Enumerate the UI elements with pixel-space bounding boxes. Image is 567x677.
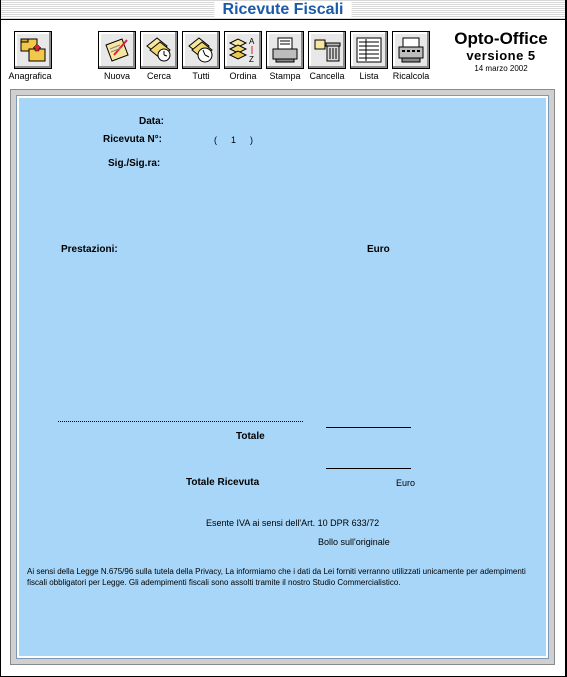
euro-column-header: Euro — [367, 244, 390, 255]
list-icon — [350, 31, 388, 69]
brand-block — [441, 29, 561, 75]
data-label: Data: — [139, 116, 165, 127]
totale-ricevuta-label: Totale Ricevuta — [186, 477, 260, 488]
ricevuta-open-paren: ( — [214, 135, 217, 145]
show-all-icon — [182, 31, 220, 69]
totale-amount-line — [326, 427, 411, 428]
nuova-label: Nuova — [103, 71, 130, 81]
ordina-button[interactable] — [223, 31, 263, 81]
folder-icon — [14, 31, 52, 69]
totale-ricevuta-amount-line — [326, 468, 411, 469]
bollo-note: Bollo sull'originale — [318, 537, 390, 547]
ordina-label: Ordina — [229, 71, 257, 81]
customer-name-label: Sig./Sig.ra: — [108, 158, 161, 169]
trash-icon — [308, 31, 346, 69]
ricevuta-number-value[interactable]: 1 — [231, 135, 237, 145]
privacy-notice: Ai sensi della Legge N.675/96 sulla tutela della Privacy, La informiamo che i dati da Lei forniti verranno utilizzati unicamente per adempimenti fiscali obbligatori per Legge. Gli adempimenti fiscali sono assolti tramite il nostro Studio Commercialistico. — [27, 567, 526, 587]
dotted-separator — [58, 421, 303, 422]
app-name: Opto-Office — [454, 29, 548, 48]
cerca-label: Cerca — [146, 71, 171, 81]
tutti-button[interactable] — [181, 31, 221, 81]
ricalcola-button[interactable] — [391, 31, 431, 81]
calculator-icon — [392, 31, 430, 69]
esente-iva-note: Esente IVA ai sensi dell'Art. 10 DPR 633/72 — [206, 518, 380, 528]
anagrafica-label: Anagrafica — [8, 71, 52, 81]
app-version: versione 5 — [466, 48, 536, 63]
svg-text:Z: Z — [249, 55, 254, 64]
ricalcola-label: Ricalcola — [392, 71, 430, 81]
cancella-button[interactable] — [307, 31, 347, 81]
lista-button[interactable] — [349, 31, 389, 81]
totale-ricevuta-currency: Euro — [396, 478, 416, 488]
print-icon — [266, 31, 304, 69]
search-icon — [140, 31, 178, 69]
sort-icon — [224, 31, 262, 69]
version-date: 14 marzo 2002 — [474, 64, 528, 73]
title-bar[interactable] — [1, 0, 565, 20]
ricevuta-number-label: Ricevuta N°: — [103, 134, 163, 145]
tutti-label: Tutti — [192, 71, 210, 81]
lista-label: Lista — [359, 71, 379, 81]
cerca-button[interactable] — [139, 31, 179, 81]
stampa-label: Stampa — [269, 71, 301, 81]
nuova-button[interactable] — [97, 31, 137, 81]
prestazioni-label: Prestazioni: — [61, 244, 118, 255]
stampa-button[interactable] — [265, 31, 305, 81]
svg-text:A: A — [249, 37, 255, 46]
toolbar — [1, 21, 565, 87]
cancella-label: Cancella — [309, 71, 345, 81]
ricevuta-close-paren: ) — [250, 135, 253, 145]
anagrafica-button[interactable] — [8, 31, 53, 81]
window-title: Ricevute Fiscali — [215, 1, 352, 18]
totale-label: Totale — [236, 431, 265, 442]
new-document-icon — [98, 31, 136, 69]
